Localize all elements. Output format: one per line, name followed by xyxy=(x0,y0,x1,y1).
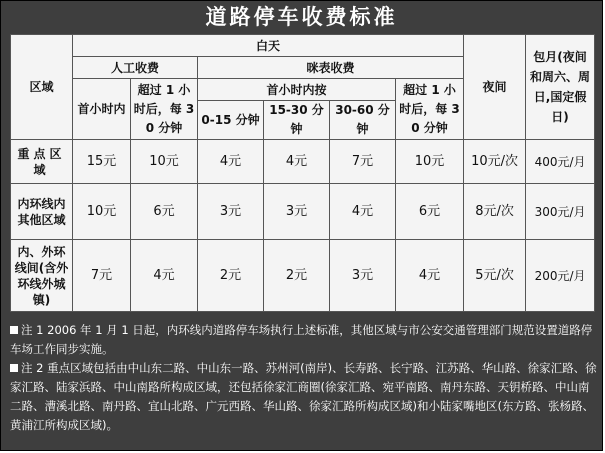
cell-manual-over: 10元 xyxy=(131,140,198,184)
header-15-30-min: 15-30 分钟 xyxy=(264,101,330,140)
cell-manual-first: 15元 xyxy=(73,140,131,184)
header-area: 区域 xyxy=(11,35,73,140)
square-bullet-icon xyxy=(10,326,18,334)
note-2-text: 注 2 重点区域包括由中山东二路、中山东一路、苏州河(南岸)、长寿路、长宁路、江苏路、华山路、徐家汇路、徐家汇路、陆家浜路、中山南路所构成区域，还包括徐家汇商圈(徐家汇路、宛平南路、南丹东路、天钥桥路、中山南二路、漕溪北路、南丹路、宜山北路、广元西路、华山路、徐家汇路所构成区域)和小陆家嘴地区(东方路、张杨路、黄浦江所构成区域)。 xyxy=(10,361,597,432)
fee-table xyxy=(10,34,595,312)
cell-meter-over: 6元 xyxy=(396,184,464,240)
note-1-text: 注 1 2006 年 1 月 1 日起，内环线内道路停车场执行上述标准，其他区域与市公安交通管理部门规范设置道路停车场工作同步实施。 xyxy=(10,323,593,356)
notes xyxy=(10,321,598,435)
cell-0-15: 3元 xyxy=(198,184,264,240)
header-monthly: 包月(夜间和周六、周日,国定假日) xyxy=(526,35,595,140)
header-manual-over-hour: 超过 1 小时后，每 30 分钟 xyxy=(131,79,198,140)
cell-monthly: 400元/月 xyxy=(526,140,595,184)
page-title: 道路停车收费标准 xyxy=(205,5,398,29)
cell-manual-first: 10元 xyxy=(73,184,131,240)
table-row xyxy=(11,240,595,312)
header-30-60-min: 30-60 分钟 xyxy=(330,101,396,140)
cell-monthly: 200元/月 xyxy=(526,240,595,312)
header-manual-first-hour: 首小时内 xyxy=(73,79,131,140)
cell-meter-over: 10元 xyxy=(396,140,464,184)
cell-30-60: 3元 xyxy=(330,240,396,312)
cell-15-30: 3元 xyxy=(264,184,330,240)
header-0-15-min: 0-15 分钟 xyxy=(198,101,264,140)
row-area: 内、外环线间(含外环线外城镇) xyxy=(11,240,73,312)
header-manual: 人工收费 xyxy=(73,57,198,79)
cell-monthly: 300元/月 xyxy=(526,184,595,240)
cell-manual-over: 4元 xyxy=(131,240,198,312)
cell-30-60: 4元 xyxy=(330,184,396,240)
header-daytime: 白天 xyxy=(73,35,464,57)
cell-30-60: 7元 xyxy=(330,140,396,184)
header-night: 夜间 xyxy=(464,35,526,140)
table-row xyxy=(11,140,595,184)
cell-15-30: 2元 xyxy=(264,240,330,312)
cell-15-30: 4元 xyxy=(264,140,330,184)
note-2 xyxy=(10,359,598,435)
row-area: 重点区域 xyxy=(11,140,73,184)
row-area: 内环线内其他区域 xyxy=(11,184,73,240)
cell-manual-over: 6元 xyxy=(131,184,198,240)
cell-0-15: 4元 xyxy=(198,140,264,184)
table-row xyxy=(11,184,595,240)
cell-meter-over: 4元 xyxy=(396,240,464,312)
cell-night: 10元/次 xyxy=(464,140,526,184)
note-1 xyxy=(10,321,598,359)
square-bullet-icon xyxy=(10,364,18,372)
header-meter-over-hour: 超过 1 小时后，每 30 分钟 xyxy=(396,79,464,140)
cell-manual-first: 7元 xyxy=(73,240,131,312)
cell-night: 5元/次 xyxy=(464,240,526,312)
header-meter: 咪表收费 xyxy=(198,57,464,79)
cell-0-15: 2元 xyxy=(198,240,264,312)
cell-night: 8元/次 xyxy=(464,184,526,240)
header-meter-first-hour: 首小时内按 xyxy=(198,79,396,101)
